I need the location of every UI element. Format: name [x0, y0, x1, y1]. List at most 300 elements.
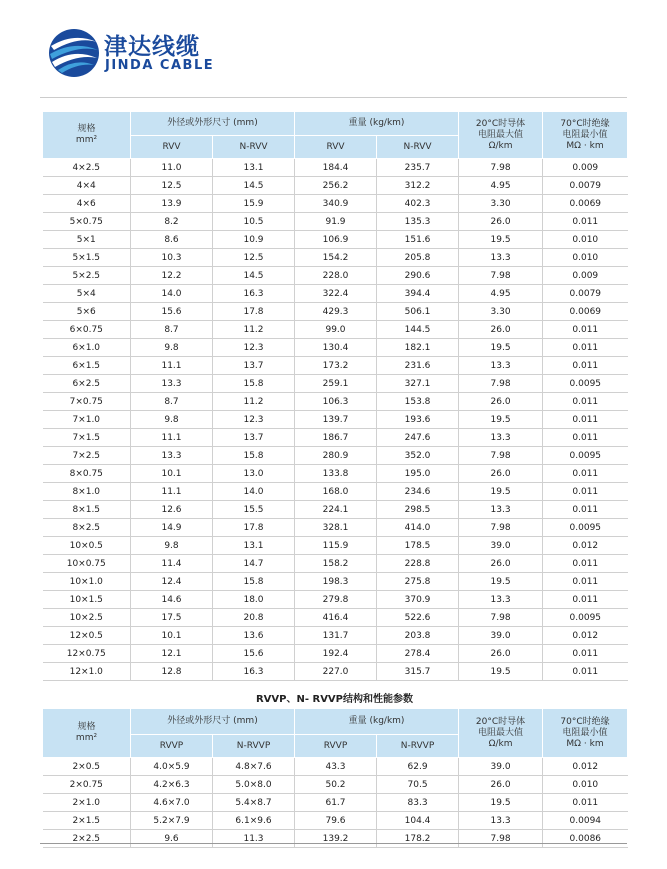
- table-row: [43, 159, 628, 177]
- table-cell: 506.1: [377, 303, 459, 321]
- table-cell: 39.0: [459, 758, 543, 776]
- table-cell: 224.1: [295, 501, 377, 519]
- table-cell: 0.0095: [543, 375, 628, 393]
- table-cell: 7×2.5: [43, 447, 131, 465]
- table-row: [43, 627, 628, 645]
- table-cell: 182.1: [377, 339, 459, 357]
- table-cell: 158.2: [295, 555, 377, 573]
- table-cell: 14.5: [213, 177, 295, 195]
- table-cell: 8×2.5: [43, 519, 131, 537]
- table-cell: 0.012: [543, 537, 628, 555]
- table-cell: 10×1.5: [43, 591, 131, 609]
- table-row: [43, 830, 628, 848]
- table-cell: 15.6: [131, 303, 213, 321]
- table-cell: 259.1: [295, 375, 377, 393]
- table-cell: 19.5: [459, 231, 543, 249]
- table-cell: 7.98: [459, 519, 543, 537]
- brand-logo: [48, 28, 248, 78]
- table-cell: 151.6: [377, 231, 459, 249]
- table-cell: 4.0×5.9: [131, 758, 213, 776]
- table-cell: 12.1: [131, 645, 213, 663]
- table-cell: 14.0: [213, 483, 295, 501]
- rvv-table-body: [43, 159, 628, 681]
- table-cell: 247.6: [377, 429, 459, 447]
- table-row: [43, 501, 628, 519]
- table-cell: 394.4: [377, 285, 459, 303]
- table-cell: 0.011: [543, 663, 628, 681]
- table-cell: 0.0094: [543, 812, 628, 830]
- table-cell: 13.3: [131, 375, 213, 393]
- table-cell: 328.1: [295, 519, 377, 537]
- table-cell: 10×0.75: [43, 555, 131, 573]
- table-cell: 15.8: [213, 375, 295, 393]
- table-cell: 20.8: [213, 609, 295, 627]
- table-cell: 8×1.5: [43, 501, 131, 519]
- table-cell: 312.2: [377, 177, 459, 195]
- table-cell: 12.5: [213, 249, 295, 267]
- table-cell: 11.1: [131, 357, 213, 375]
- table-cell: 192.4: [295, 645, 377, 663]
- table-cell: 11.3: [213, 830, 295, 848]
- table-cell: 139.7: [295, 411, 377, 429]
- table-cell: 5×2.5: [43, 267, 131, 285]
- table-cell: 15.6: [213, 645, 295, 663]
- table-cell: 4×6: [43, 195, 131, 213]
- table-cell: 14.6: [131, 591, 213, 609]
- table-cell: 17.5: [131, 609, 213, 627]
- table-cell: 0.012: [543, 627, 628, 645]
- table-cell: 15.5: [213, 501, 295, 519]
- table-cell: 414.0: [377, 519, 459, 537]
- table-cell: 0.009: [543, 267, 628, 285]
- footer-divider: [40, 843, 627, 844]
- table-cell: 13.3: [131, 447, 213, 465]
- table-cell: 0.0069: [543, 303, 628, 321]
- table-cell: 8×0.75: [43, 465, 131, 483]
- table-cell: 13.7: [213, 357, 295, 375]
- table-cell: 340.9: [295, 195, 377, 213]
- table-cell: 26.0: [459, 393, 543, 411]
- table-cell: 19.5: [459, 339, 543, 357]
- table-cell: 7.98: [459, 609, 543, 627]
- table-cell: 7×1.0: [43, 411, 131, 429]
- subcol-nrvv-diameter: N-RVV: [213, 136, 295, 159]
- table-cell: 12.3: [213, 411, 295, 429]
- rvvp-spec-table: [42, 708, 628, 848]
- table-cell: 15.8: [213, 573, 295, 591]
- col-insulation: 70°C时绝缘 电阻最小值 MΩ · km: [543, 112, 628, 159]
- table-cell: 13.1: [213, 537, 295, 555]
- table-cell: 0.009: [543, 159, 628, 177]
- table-cell: 0.011: [543, 429, 628, 447]
- table-cell: 203.8: [377, 627, 459, 645]
- table-cell: 9.8: [131, 411, 213, 429]
- table-cell: 91.9: [295, 213, 377, 231]
- rvvp-table-body: [43, 758, 628, 848]
- table-cell: 12×0.5: [43, 627, 131, 645]
- table-row: [43, 267, 628, 285]
- table-cell: 61.7: [295, 794, 377, 812]
- table-row: [43, 321, 628, 339]
- col-insulation: 70°C时绝缘 电阻最小值 MΩ · km: [543, 709, 628, 758]
- table-cell: 14.7: [213, 555, 295, 573]
- table-cell: 0.010: [543, 776, 628, 794]
- table-row: [43, 177, 628, 195]
- table-cell: 0.010: [543, 231, 628, 249]
- table-cell: 11.2: [213, 393, 295, 411]
- table-cell: 26.0: [459, 645, 543, 663]
- table-row: [43, 465, 628, 483]
- table-cell: 0.011: [543, 411, 628, 429]
- table-cell: 7×0.75: [43, 393, 131, 411]
- table-cell: 2×0.75: [43, 776, 131, 794]
- table-cell: 99.0: [295, 321, 377, 339]
- table-cell: 10×0.5: [43, 537, 131, 555]
- table-cell: 2×0.5: [43, 758, 131, 776]
- table-cell: 9.8: [131, 537, 213, 555]
- subcol-rvvp-diameter: RVVP: [131, 735, 213, 758]
- table-cell: 228.8: [377, 555, 459, 573]
- table-cell: 5.0×8.0: [213, 776, 295, 794]
- table-cell: 16.3: [213, 285, 295, 303]
- table-cell: 13.1: [213, 159, 295, 177]
- table-cell: 0.011: [543, 321, 628, 339]
- table-cell: 0.011: [543, 645, 628, 663]
- table-row: [43, 375, 628, 393]
- table-cell: 4.95: [459, 177, 543, 195]
- table-cell: 12.6: [131, 501, 213, 519]
- globe-logo-icon: [48, 28, 100, 78]
- table-cell: 13.3: [459, 591, 543, 609]
- col-resistance: 20°C时导体 电阻最大值 Ω/km: [459, 709, 543, 758]
- subcol-nrvvp-weight: N-RVVP: [377, 735, 459, 758]
- table-cell: 6×0.75: [43, 321, 131, 339]
- table-cell: 106.3: [295, 393, 377, 411]
- table-cell: 193.6: [377, 411, 459, 429]
- table-row: [43, 645, 628, 663]
- table-row: [43, 303, 628, 321]
- table-cell: 0.011: [543, 357, 628, 375]
- table-cell: 139.2: [295, 830, 377, 848]
- table-cell: 10.5: [213, 213, 295, 231]
- table-cell: 4×4: [43, 177, 131, 195]
- table-cell: 0.011: [543, 213, 628, 231]
- header-divider: [40, 97, 627, 98]
- table-cell: 2×2.5: [43, 830, 131, 848]
- table-cell: 0.0095: [543, 609, 628, 627]
- table-cell: 7.98: [459, 375, 543, 393]
- table-cell: 19.5: [459, 573, 543, 591]
- table-cell: 106.9: [295, 231, 377, 249]
- table-cell: 0.0079: [543, 285, 628, 303]
- table-cell: 12×1.0: [43, 663, 131, 681]
- table-cell: 2×1.0: [43, 794, 131, 812]
- table-cell: 11.1: [131, 483, 213, 501]
- table-cell: 290.6: [377, 267, 459, 285]
- table-row: [43, 812, 628, 830]
- table-cell: 16.3: [213, 663, 295, 681]
- table-row: [43, 555, 628, 573]
- table-cell: 0.010: [543, 249, 628, 267]
- table-cell: 256.2: [295, 177, 377, 195]
- table-cell: 130.4: [295, 339, 377, 357]
- table-cell: 228.0: [295, 267, 377, 285]
- table-cell: 234.6: [377, 483, 459, 501]
- table-cell: 184.4: [295, 159, 377, 177]
- table-cell: 83.3: [377, 794, 459, 812]
- table-row: [43, 519, 628, 537]
- table-cell: 11.1: [131, 429, 213, 447]
- table-cell: 0.0079: [543, 177, 628, 195]
- table-cell: 19.5: [459, 663, 543, 681]
- table-cell: 10.3: [131, 249, 213, 267]
- col-spec: 规格 mm²: [43, 709, 131, 758]
- table-cell: 5×1.5: [43, 249, 131, 267]
- col-diameter: 外径或外形尺寸 (mm): [131, 112, 295, 136]
- table-cell: 12.8: [131, 663, 213, 681]
- table-cell: 11.4: [131, 555, 213, 573]
- col-diameter: 外径或外形尺寸 (mm): [131, 709, 295, 735]
- table-cell: 13.0: [213, 465, 295, 483]
- table-cell: 0.0086: [543, 830, 628, 848]
- table-cell: 6×1.5: [43, 357, 131, 375]
- col-resistance: 20°C时导体 电阻最大值 Ω/km: [459, 112, 543, 159]
- table-cell: 0.011: [543, 465, 628, 483]
- table-cell: 9.6: [131, 830, 213, 848]
- table-cell: 279.8: [295, 591, 377, 609]
- table-row: [43, 249, 628, 267]
- table-cell: 4×2.5: [43, 159, 131, 177]
- table-cell: 0.0095: [543, 447, 628, 465]
- table-cell: 19.5: [459, 794, 543, 812]
- table-cell: 8.7: [131, 321, 213, 339]
- table-cell: 0.0095: [543, 519, 628, 537]
- table-cell: 352.0: [377, 447, 459, 465]
- table-cell: 13.3: [459, 812, 543, 830]
- table-cell: 115.9: [295, 537, 377, 555]
- table-cell: 11.2: [213, 321, 295, 339]
- table-cell: 275.8: [377, 573, 459, 591]
- table-row: [43, 447, 628, 465]
- subcol-nrvv-weight: N-RVV: [377, 136, 459, 159]
- table-cell: 231.6: [377, 357, 459, 375]
- table-row: [43, 573, 628, 591]
- table-cell: 195.0: [377, 465, 459, 483]
- table-cell: 5×6: [43, 303, 131, 321]
- table-cell: 6×1.0: [43, 339, 131, 357]
- table-cell: 0.011: [543, 501, 628, 519]
- table-cell: 79.6: [295, 812, 377, 830]
- table-row: [43, 794, 628, 812]
- table-cell: 280.9: [295, 447, 377, 465]
- table-cell: 17.8: [213, 519, 295, 537]
- col-spec: 规格 mm²: [43, 112, 131, 159]
- table-row: [43, 429, 628, 447]
- table-cell: 14.5: [213, 267, 295, 285]
- table-cell: 153.8: [377, 393, 459, 411]
- table-cell: 3.30: [459, 195, 543, 213]
- subcol-rvvp-weight: RVVP: [295, 735, 377, 758]
- table-cell: 186.7: [295, 429, 377, 447]
- table-cell: 135.3: [377, 213, 459, 231]
- table-cell: 0.012: [543, 758, 628, 776]
- table-cell: 0.011: [543, 591, 628, 609]
- table-cell: 522.6: [377, 609, 459, 627]
- table-cell: 0.011: [543, 555, 628, 573]
- table-cell: 168.0: [295, 483, 377, 501]
- table-row: [43, 663, 628, 681]
- table-cell: 104.4: [377, 812, 459, 830]
- table-row: [43, 411, 628, 429]
- table-cell: 322.4: [295, 285, 377, 303]
- table-cell: 205.8: [377, 249, 459, 267]
- col-weight: 重量 (kg/km): [295, 709, 459, 735]
- table-cell: 12.4: [131, 573, 213, 591]
- table-cell: 4.6×7.0: [131, 794, 213, 812]
- table-cell: 0.011: [543, 339, 628, 357]
- table-cell: 402.3: [377, 195, 459, 213]
- table-cell: 178.5: [377, 537, 459, 555]
- table-cell: 26.0: [459, 555, 543, 573]
- table-cell: 5×4: [43, 285, 131, 303]
- table-cell: 17.8: [213, 303, 295, 321]
- table-cell: 7.98: [459, 830, 543, 848]
- table-cell: 13.3: [459, 357, 543, 375]
- table-cell: 315.7: [377, 663, 459, 681]
- table-cell: 39.0: [459, 537, 543, 555]
- table-cell: 4.8×7.6: [213, 758, 295, 776]
- table-cell: 173.2: [295, 357, 377, 375]
- table-cell: 10.1: [131, 627, 213, 645]
- table-cell: 70.5: [377, 776, 459, 794]
- rvvp-table-title: RVVP、N- RVVP结构和性能参数: [255, 694, 414, 705]
- table-cell: 278.4: [377, 645, 459, 663]
- table-cell: 13.3: [459, 429, 543, 447]
- table-cell: 0.0069: [543, 195, 628, 213]
- col-weight: 重量 (kg/km): [295, 112, 459, 136]
- table-cell: 50.2: [295, 776, 377, 794]
- table-cell: 144.5: [377, 321, 459, 339]
- table-cell: 4.2×6.3: [131, 776, 213, 794]
- table-cell: 26.0: [459, 776, 543, 794]
- table-cell: 131.7: [295, 627, 377, 645]
- table-cell: 43.3: [295, 758, 377, 776]
- table-cell: 15.9: [213, 195, 295, 213]
- table-cell: 7.98: [459, 447, 543, 465]
- table-row: [43, 339, 628, 357]
- table-cell: 5×0.75: [43, 213, 131, 231]
- table-cell: 235.7: [377, 159, 459, 177]
- table-cell: 10.1: [131, 465, 213, 483]
- table-cell: 7.98: [459, 159, 543, 177]
- table-cell: 12.3: [213, 339, 295, 357]
- table-cell: 14.9: [131, 519, 213, 537]
- table-cell: 298.5: [377, 501, 459, 519]
- table-cell: 154.2: [295, 249, 377, 267]
- table-cell: 198.3: [295, 573, 377, 591]
- table-cell: 429.3: [295, 303, 377, 321]
- table-cell: 0.011: [543, 794, 628, 812]
- table-row: [43, 483, 628, 501]
- table-cell: 5.4×8.7: [213, 794, 295, 812]
- table-cell: 0.011: [543, 393, 628, 411]
- table-cell: 178.2: [377, 830, 459, 848]
- table-cell: 133.8: [295, 465, 377, 483]
- table-cell: 4.95: [459, 285, 543, 303]
- table-row: [43, 609, 628, 627]
- table-cell: 0.011: [543, 483, 628, 501]
- table-cell: 10.9: [213, 231, 295, 249]
- table-row: [43, 357, 628, 375]
- table-cell: 13.3: [459, 249, 543, 267]
- table-cell: 8.6: [131, 231, 213, 249]
- table-cell: 62.9: [377, 758, 459, 776]
- table-cell: 15.8: [213, 447, 295, 465]
- table-cell: 39.0: [459, 627, 543, 645]
- table-row: [43, 758, 628, 776]
- table-cell: 8×1.0: [43, 483, 131, 501]
- table-cell: 13.6: [213, 627, 295, 645]
- table-row: [43, 393, 628, 411]
- table-cell: 10×2.5: [43, 609, 131, 627]
- table-cell: 18.0: [213, 591, 295, 609]
- table-cell: 26.0: [459, 465, 543, 483]
- table-row: [43, 195, 628, 213]
- brand-name-cn: 津达线缆: [104, 34, 200, 60]
- table-cell: 2×1.5: [43, 812, 131, 830]
- table-cell: 12.2: [131, 267, 213, 285]
- table-cell: 19.5: [459, 411, 543, 429]
- table-cell: 5×1: [43, 231, 131, 249]
- table-cell: 0.011: [543, 573, 628, 591]
- table-cell: 13.9: [131, 195, 213, 213]
- table-cell: 7.98: [459, 267, 543, 285]
- table-cell: 8.7: [131, 393, 213, 411]
- table-cell: 12×0.75: [43, 645, 131, 663]
- table-cell: 8.2: [131, 213, 213, 231]
- brand-name-en: JINDA CABLE: [105, 58, 215, 73]
- table-cell: 3.30: [459, 303, 543, 321]
- table-cell: 13.3: [459, 501, 543, 519]
- subcol-rvv-weight: RVV: [295, 136, 377, 159]
- table-cell: 12.5: [131, 177, 213, 195]
- subcol-rvv-diameter: RVV: [131, 136, 213, 159]
- table-cell: 19.5: [459, 483, 543, 501]
- table-row: [43, 285, 628, 303]
- table-cell: 26.0: [459, 321, 543, 339]
- table-row: [43, 591, 628, 609]
- table-cell: 370.9: [377, 591, 459, 609]
- table-cell: 26.0: [459, 213, 543, 231]
- table-cell: 7×1.5: [43, 429, 131, 447]
- table-row: [43, 537, 628, 555]
- table-cell: 10×1.0: [43, 573, 131, 591]
- table-cell: 416.4: [295, 609, 377, 627]
- table-cell: 6.1×9.6: [213, 812, 295, 830]
- table-row: [43, 776, 628, 794]
- table-cell: 14.0: [131, 285, 213, 303]
- table-row: [43, 213, 628, 231]
- table-cell: 11.0: [131, 159, 213, 177]
- table-cell: 13.7: [213, 429, 295, 447]
- table-cell: 6×2.5: [43, 375, 131, 393]
- table-cell: 227.0: [295, 663, 377, 681]
- rvv-spec-table: [42, 111, 628, 681]
- subcol-nrvvp-diameter: N-RVVP: [213, 735, 295, 758]
- table-cell: 9.8: [131, 339, 213, 357]
- table-row: [43, 231, 628, 249]
- table-cell: 5.2×7.9: [131, 812, 213, 830]
